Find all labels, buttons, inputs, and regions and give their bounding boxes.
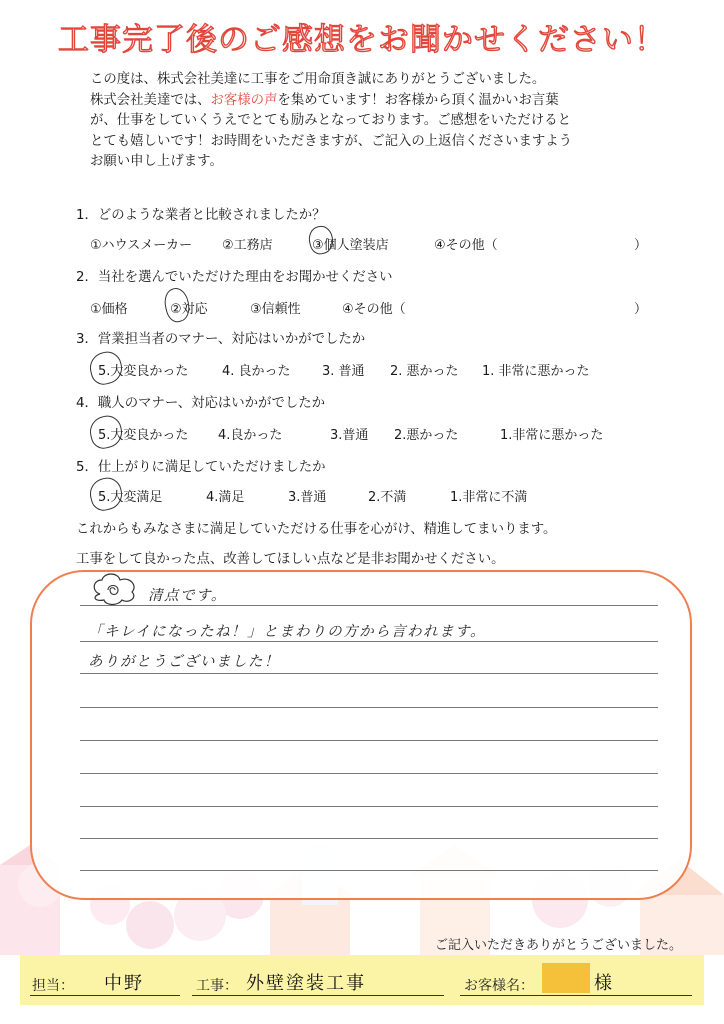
ruled-line [80,806,658,807]
q5-option-3[interactable]: 3.普通 [288,490,327,505]
closing-message: これからもみなさまに満足していただける仕事を心がけ、精進してまいります。 [76,522,557,537]
q5-option-4[interactable]: 4.満足 [206,490,245,505]
thanks-message: ご記入いただきありがとうございました。 [434,938,682,953]
intro-line: この度は、株式会社美達に工事をご用命頂き誠にありがとうございました。 [90,72,546,87]
q4-option-1[interactable]: 1.非常に悪かった [500,428,604,443]
q3-option-5-selected[interactable]: 5.大変良かった [98,364,189,379]
customer-name-redaction [542,963,590,993]
intro-line-part: 株式会社美達では、 [90,92,211,108]
kouji-label: 工事： [196,978,238,994]
q4-option-4[interactable]: 4.良かった [218,428,283,443]
page-title: 工事完了後のご感想をお聞かせください！ [58,22,666,58]
ruled-line [80,870,658,871]
tantou-underline [30,995,180,996]
comment-line-2: 「キレイになったね！」とまわりの方から言われます。 [88,624,486,640]
q1-option-2[interactable]: ②工務店 [222,238,273,253]
q4-selection-circle [87,413,126,452]
intro-highlight: お客様の声 [210,92,278,108]
customer-underline [460,995,692,996]
q5-option-2[interactable]: 2.不満 [368,490,407,505]
q1-option-3-selected[interactable]: ③個人塗装店 [312,238,389,253]
intro-line: が、仕事をしていくうえでとても励みとなっております。ご感想をいただけると [90,113,571,129]
q1-option-4-close: ） [634,238,648,253]
q2-selection-circle [161,286,193,325]
intro-text [90,70,650,173]
comment-line-1: 清点です。 [148,588,227,604]
comment-line-3: ありがとうございました！ [88,654,280,670]
comment-prompt: 工事をして良かった点、改善してほしい点など是非お聞かせください。 [76,552,505,567]
q1-option-1[interactable]: ①ハウスメーカー [90,238,193,253]
q2-option-4[interactable]: ④その他（ [342,302,406,317]
question-3: 3．営業担当者のマナー、対応はいかがでしたか [76,332,366,347]
tantou-value: 中野 [104,973,144,994]
intro-line: お願い申し上げます。 [90,154,223,170]
ruled-line [80,838,658,839]
q5-option-1[interactable]: 1.非常に不満 [450,490,528,505]
doodle-icon [88,568,144,608]
intro-line: とても嬉しいです！お時間をいただきますが、ご記入の上返信くださいますよう [90,133,573,149]
question-5: 5．仕上がりに満足していただけましたか [76,460,326,475]
tantou-label: 担当： [32,978,74,994]
q1-option-4[interactable]: ④その他（ [434,238,498,253]
intro-line-part: を集めています！お客様から頂く温かいお言葉 [277,92,559,108]
q4-option-2[interactable]: 2.悪かった [394,428,459,443]
q3-option-1[interactable]: 1. 非常に悪かった [482,364,590,379]
ruled-line [80,740,658,741]
ruled-line [80,773,658,774]
ruled-line [80,641,658,642]
q5-selection-circle [87,475,126,514]
q5-option-5-selected[interactable]: 5.大変満足 [98,490,163,505]
q3-option-3[interactable]: 3. 普通 [322,364,365,379]
q2-option-1[interactable]: ①価格 [90,302,128,317]
kouji-underline [192,995,444,996]
q3-option-2[interactable]: 2. 悪かった [390,364,459,379]
kouji-value: 外壁塗装工事 [246,973,366,994]
q2-option-2-selected[interactable]: ②対応 [170,302,208,317]
q3-option-4[interactable]: 4. 良かった [222,364,291,379]
customer-label: お客様名： [464,978,534,994]
q2-option-4-close: ） [634,302,648,317]
ruled-line [80,707,658,708]
q2-option-3[interactable]: ③信頼性 [250,302,301,317]
question-2: 2．当社を選んでいただけた理由をお聞かせください [76,270,393,285]
q4-option-3[interactable]: 3.普通 [330,428,369,443]
q3-selection-circle [87,349,126,388]
q4-option-5-selected[interactable]: 5.大変良かった [98,428,189,443]
question-1: 1．どのような業者と比較されましたか？ [76,208,326,223]
question-4: 4．職人のマナー、対応はいかがでしたか [76,396,326,411]
ruled-line [80,605,658,606]
intro-line [90,91,650,112]
ruled-line [80,673,658,674]
footer-bar [20,955,704,1005]
customer-suffix: 様 [594,973,614,994]
